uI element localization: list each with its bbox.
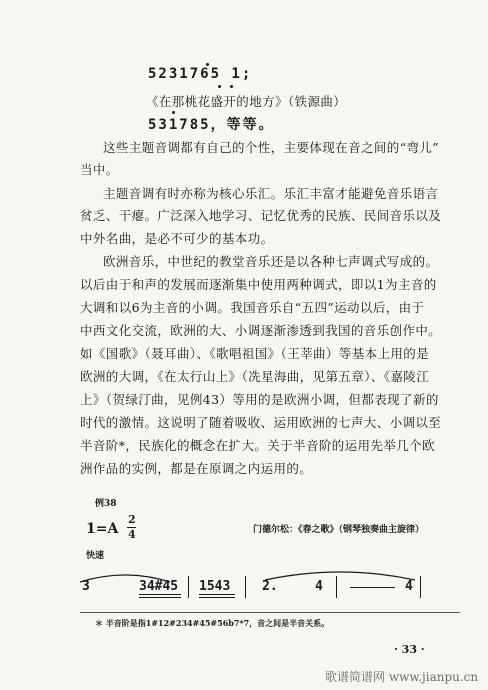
watermark: 歌谱简谱网 www.jianpu.cn — [325, 670, 479, 684]
barline — [188, 576, 189, 598]
time-signature-bottom: 4 — [128, 528, 136, 541]
barline — [245, 576, 246, 598]
paragraph-line: 当中。 — [80, 162, 119, 177]
barline — [420, 576, 421, 598]
footnote-rule — [80, 612, 460, 613]
duration-dash — [350, 587, 395, 588]
paragraph-line: 如《国歌》（聂耳曲）、《歌唱祖国》（王莘曲）等基本上用的是 — [80, 346, 430, 361]
score-source: 门德尔松：《春之歌》（钢琴独奏曲主旋律） — [253, 525, 425, 535]
measure-3-note: 2. — [262, 579, 278, 594]
example-label: 例38 — [95, 499, 117, 509]
octave-dot — [206, 63, 209, 66]
key-signature: 1=A — [86, 521, 119, 537]
paragraph-line: 这些主题音调都有自己的个性，主要体现在音之间的“弯儿” — [103, 140, 440, 155]
footnote: ＊ 半音阶是指1#12#234#45#56b7*7，音之间是半音关系。 — [95, 618, 330, 628]
paragraph-line: 半音阶*，民族化的概念在扩大。关于半音阶的运用先举几个欧 — [80, 438, 435, 453]
paragraph-line: 大调和以6为主音的小调。我国音乐自“五四”运动以后，由于 — [80, 300, 425, 315]
octave-dot — [230, 85, 233, 88]
notation-line-2: 531785，等等。 — [148, 117, 275, 133]
paragraph-line: 洲作品的实例，都是在原调之内运用的。 — [80, 461, 313, 476]
paragraph-line: 上》（贺绿汀曲，见例43）等用的是欧洲小调，但都表现了新的 — [80, 392, 439, 407]
beam-line — [199, 597, 235, 598]
measure-2-notes: 1543 — [199, 579, 231, 594]
paragraph-line: 主题音调有时亦称为核心乐汇。乐汇丰富才能避免音乐语言 — [103, 186, 439, 201]
measure-1-notes: 34#45 — [139, 579, 179, 594]
paragraph-line: 时代的激情。这说明了随着吸收、运用欧洲的七声大、小调以至 — [80, 415, 442, 430]
tempo-marking: 快速 — [86, 551, 105, 561]
measure-1-note: 3 — [82, 579, 90, 594]
paragraph-line: 中西文化交流，欧洲的大、小调逐渐渗透到我国的音乐创作中。 — [80, 323, 442, 338]
beam-line — [139, 597, 181, 598]
measure-3-note: 4 — [315, 579, 323, 594]
measure-4-note: 4 — [405, 579, 413, 594]
octave-dot — [218, 85, 221, 88]
page-number: · 33 · — [394, 643, 425, 656]
beam-line — [199, 594, 235, 595]
paragraph-line: 欧洲的大调，《在太行山上》（冼星海曲，见第五章）、《嘉陵江 — [80, 369, 430, 384]
slur-marks — [70, 560, 430, 590]
notation-line-1: 5231765 1; — [148, 66, 253, 82]
paragraph-line: 以后由于和声的发展而逐渐集中使用两种调式，即以1为主音的 — [80, 277, 437, 292]
barline — [336, 576, 337, 598]
beam-line — [139, 594, 181, 595]
paragraph-line: 欧洲音乐，中世纪的教堂音乐还是以各种七声调式写成的。 — [103, 254, 439, 269]
octave-dot — [172, 111, 175, 114]
paragraph-line: 贫乏、干瘪。广泛深入地学习、记忆优秀的民族、民间音乐以及 — [80, 208, 442, 223]
paragraph-line: 中外名曲，是必不可少的基本功。 — [80, 231, 274, 246]
song-title: 《在那桃花盛开的地方》（铁源曲） — [146, 94, 347, 109]
time-signature-top: 2 — [128, 513, 136, 526]
